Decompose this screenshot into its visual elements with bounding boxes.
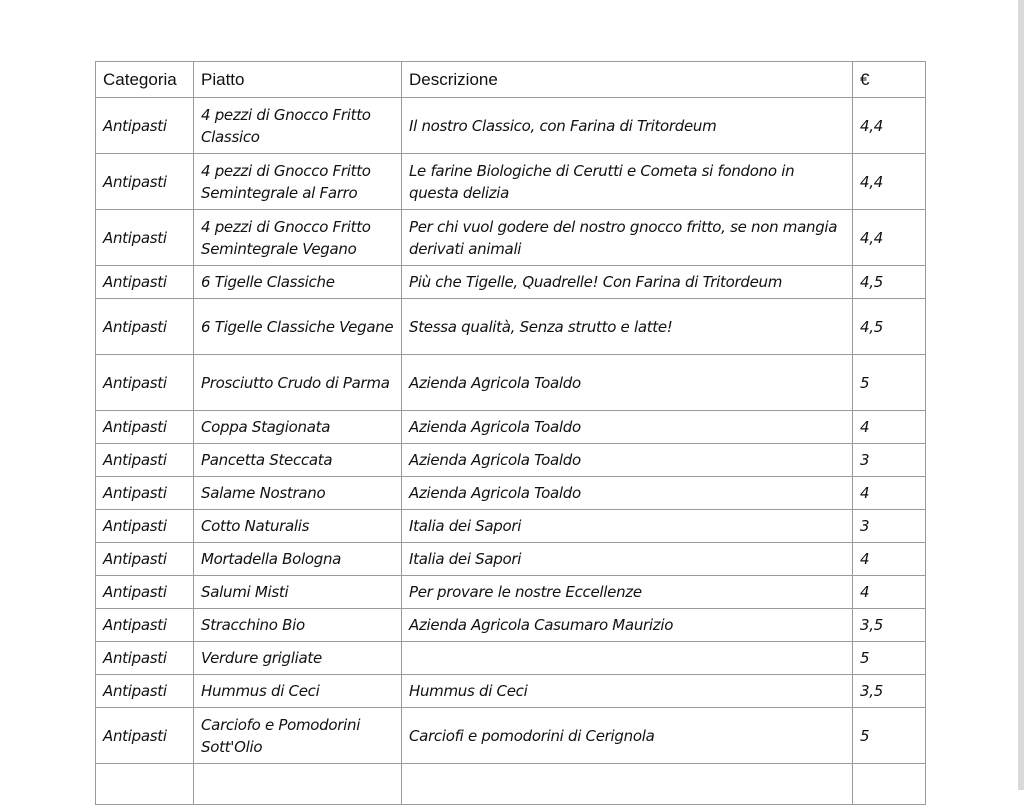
menu-table	[95, 61, 926, 805]
empty-cell	[96, 764, 194, 805]
cell-prezzo: 3,5	[853, 675, 926, 708]
table-row	[96, 477, 926, 510]
cell-descrizione: Per chi vuol godere del nostro gnocco fritto, se non mangia derivati animali	[402, 210, 853, 266]
table-row	[96, 609, 926, 642]
cell-categoria: Antipasti	[96, 444, 194, 477]
cell-categoria: Antipasti	[96, 477, 194, 510]
cell-categoria: Antipasti	[96, 299, 194, 355]
cell-piatto: 4 pezzi di Gnocco Fritto Classico	[194, 98, 402, 154]
cell-piatto: Hummus di Ceci	[194, 675, 402, 708]
cell-descrizione: Azienda Agricola Toaldo	[402, 477, 853, 510]
table-row	[96, 642, 926, 675]
cell-descrizione: Azienda Agricola Casumaro Maurizio	[402, 609, 853, 642]
table-row	[96, 675, 926, 708]
cell-descrizione: Stessa qualità, Senza strutto e latte!	[402, 299, 853, 355]
cell-categoria: Antipasti	[96, 642, 194, 675]
cell-categoria: Antipasti	[96, 609, 194, 642]
cell-prezzo: 4	[853, 543, 926, 576]
table-header-row	[96, 62, 926, 98]
cell-categoria: Antipasti	[96, 708, 194, 764]
cell-prezzo: 4	[853, 411, 926, 444]
cell-prezzo: 4	[853, 477, 926, 510]
cell-categoria: Antipasti	[96, 266, 194, 299]
cell-prezzo: 5	[853, 642, 926, 675]
header-piatto: Piatto	[194, 62, 402, 98]
table-row	[96, 411, 926, 444]
table-row	[96, 154, 926, 210]
empty-cell	[194, 764, 402, 805]
window-edge	[1018, 0, 1024, 790]
cell-categoria: Antipasti	[96, 576, 194, 609]
cell-categoria: Antipasti	[96, 154, 194, 210]
cell-categoria: Antipasti	[96, 543, 194, 576]
cell-prezzo: 4,5	[853, 299, 926, 355]
cell-descrizione: Azienda Agricola Toaldo	[402, 411, 853, 444]
cell-descrizione	[402, 642, 853, 675]
table-row	[96, 355, 926, 411]
header-categoria: Categoria	[96, 62, 194, 98]
cell-categoria: Antipasti	[96, 510, 194, 543]
header-descrizione: Descrizione	[402, 62, 853, 98]
empty-table-row	[96, 764, 926, 805]
table-row	[96, 543, 926, 576]
table-row	[96, 266, 926, 299]
cell-piatto: 4 pezzi di Gnocco Fritto Semintegrale al Farro	[194, 154, 402, 210]
table-row	[96, 510, 926, 543]
cell-prezzo: 4	[853, 576, 926, 609]
table-row	[96, 576, 926, 609]
cell-piatto: Coppa Stagionata	[194, 411, 402, 444]
table-row	[96, 98, 926, 154]
cell-prezzo: 3	[853, 444, 926, 477]
cell-descrizione: Azienda Agricola Toaldo	[402, 444, 853, 477]
table-row	[96, 210, 926, 266]
cell-piatto: Salame Nostrano	[194, 477, 402, 510]
cell-descrizione: Italia dei Sapori	[402, 543, 853, 576]
cell-descrizione: Più che Tigelle, Quadrelle! Con Farina di Tritordeum	[402, 266, 853, 299]
cell-piatto: 4 pezzi di Gnocco Fritto Semintegrale Vegano	[194, 210, 402, 266]
cell-prezzo: 4,4	[853, 98, 926, 154]
cell-piatto: 6 Tigelle Classiche Vegane	[194, 299, 402, 355]
table-row	[96, 444, 926, 477]
empty-cell	[402, 764, 853, 805]
cell-descrizione: Il nostro Classico, con Farina di Tritordeum	[402, 98, 853, 154]
cell-prezzo: 3	[853, 510, 926, 543]
cell-prezzo: 4,5	[853, 266, 926, 299]
cell-categoria: Antipasti	[96, 675, 194, 708]
cell-descrizione: Hummus di Ceci	[402, 675, 853, 708]
cell-prezzo: 4,4	[853, 154, 926, 210]
cell-piatto: Verdure grigliate	[194, 642, 402, 675]
cell-piatto: Stracchino Bio	[194, 609, 402, 642]
cell-piatto: Carciofo e Pomodorini Sott'Olio	[194, 708, 402, 764]
cell-descrizione: Per provare le nostre Eccellenze	[402, 576, 853, 609]
cell-descrizione: Carciofi e pomodorini di Cerignola	[402, 708, 853, 764]
cell-piatto: Pancetta Steccata	[194, 444, 402, 477]
header-prezzo: €	[853, 62, 926, 98]
cell-piatto: Salumi Misti	[194, 576, 402, 609]
cell-categoria: Antipasti	[96, 210, 194, 266]
cell-categoria: Antipasti	[96, 98, 194, 154]
cell-piatto: Cotto Naturalis	[194, 510, 402, 543]
table-row	[96, 299, 926, 355]
cell-piatto: 6 Tigelle Classiche	[194, 266, 402, 299]
cell-descrizione: Italia dei Sapori	[402, 510, 853, 543]
cell-prezzo: 4,4	[853, 210, 926, 266]
table-row	[96, 708, 926, 764]
cell-descrizione: Azienda Agricola Toaldo	[402, 355, 853, 411]
cell-descrizione: Le farine Biologiche di Cerutti e Cometa si fondono in questa delizia	[402, 154, 853, 210]
cell-categoria: Antipasti	[96, 411, 194, 444]
cell-piatto: Prosciutto Crudo di Parma	[194, 355, 402, 411]
cell-prezzo: 5	[853, 708, 926, 764]
empty-cell	[853, 764, 926, 805]
cell-prezzo: 5	[853, 355, 926, 411]
cell-categoria: Antipasti	[96, 355, 194, 411]
cell-piatto: Mortadella Bologna	[194, 543, 402, 576]
cell-prezzo: 3,5	[853, 609, 926, 642]
